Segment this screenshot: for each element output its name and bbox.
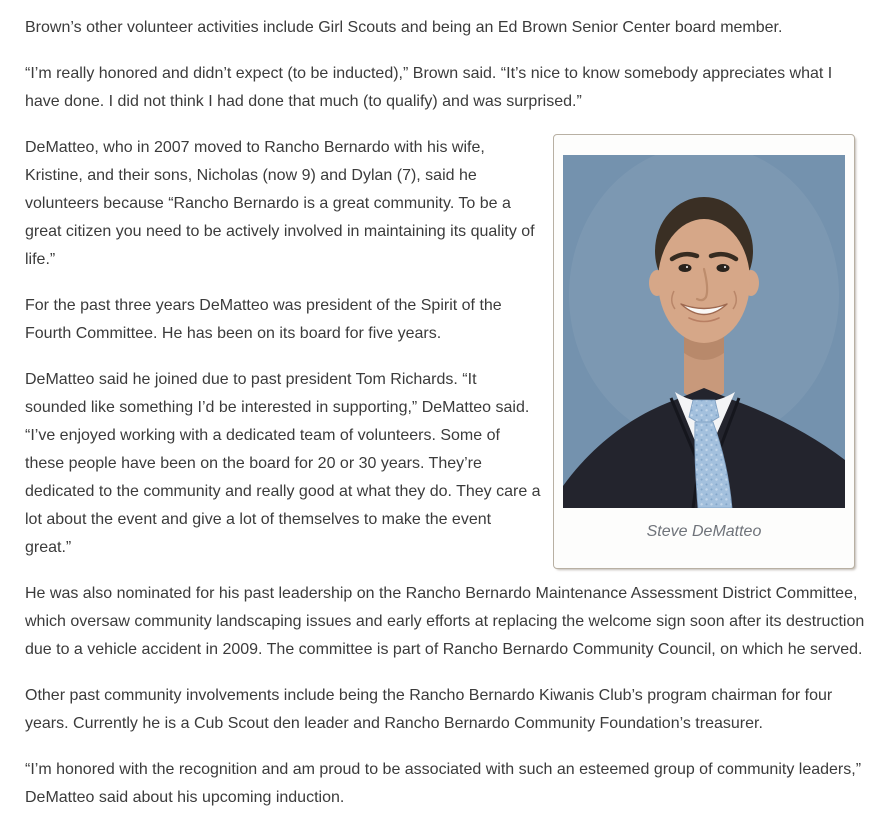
- paragraph-induction-quote: “I’m honored with the recognition and am proud to be associated with such an esteemed group of community leaders,” DeMatteo said about his upcoming induction.: [25, 761, 862, 806]
- eye-right: [717, 264, 730, 272]
- paragraph-brown-quote: “I’m really honored and didn’t expect (to be inducted),” Brown said. “It’s nice to know somebody appreciates what I have done. I did not think I had done that much (to qualify) and was surprised.”: [25, 65, 833, 110]
- eye-left: [679, 264, 692, 272]
- paragraph-dematteo-family: DeMatteo, who in 2007 moved to Rancho Bernardo with his wife, Kristine, and their sons, Nicholas (now 9) and Dylan (7), said he volunteers because “Rancho Bernardo is a great community. To be a great citizen you need to be actively involved in maintaining its quality of life.”: [25, 139, 535, 268]
- paragraph-other-involvements: Other past community involvements include being the Rancho Bernardo Kiwanis Club’s program chairman for four years. Currently he is a Cub Scout den leader and Rancho Bernardo Community Foundation’s treasurer.: [25, 687, 833, 732]
- portrait-photo: [563, 155, 845, 508]
- photo-caption: Steve DeMatteo: [646, 523, 762, 540]
- paragraph-dematteo-joined: DeMatteo said he joined due to past president Tom Richards. “It sounded like something I’d be interested in supporting,” DeMatteo said. “I’ve enjoyed working with a dedicated team of volunteers. Some of these people have been on the board for 20 or 30 years. They’re dedicated to the community and really good at what they do. They care a lot about the event and give a lot of themselves to make the event great.”: [25, 371, 541, 556]
- paragraph-nomination: He was also nominated for his past leadership on the Rancho Bernardo Maintenance Assessment District Committee, which oversaw community landscaping issues and early efforts at replacing the welcome sign soon after its destruction due to a vehicle accident in 2009. The committee is part of Rancho Bernardo Community Council, on which he served.: [25, 585, 865, 658]
- paragraph-brown-activities: Brown’s other volunteer activities include Girl Scouts and being an Ed Brown Senior Center board member.: [25, 19, 783, 36]
- photo-frame: [553, 134, 855, 569]
- face: [658, 219, 750, 343]
- paragraph-spirit-of-fourth: For the past three years DeMatteo was president of the Spirit of the Fourth Committee. He has been on its board for five years.: [25, 297, 502, 342]
